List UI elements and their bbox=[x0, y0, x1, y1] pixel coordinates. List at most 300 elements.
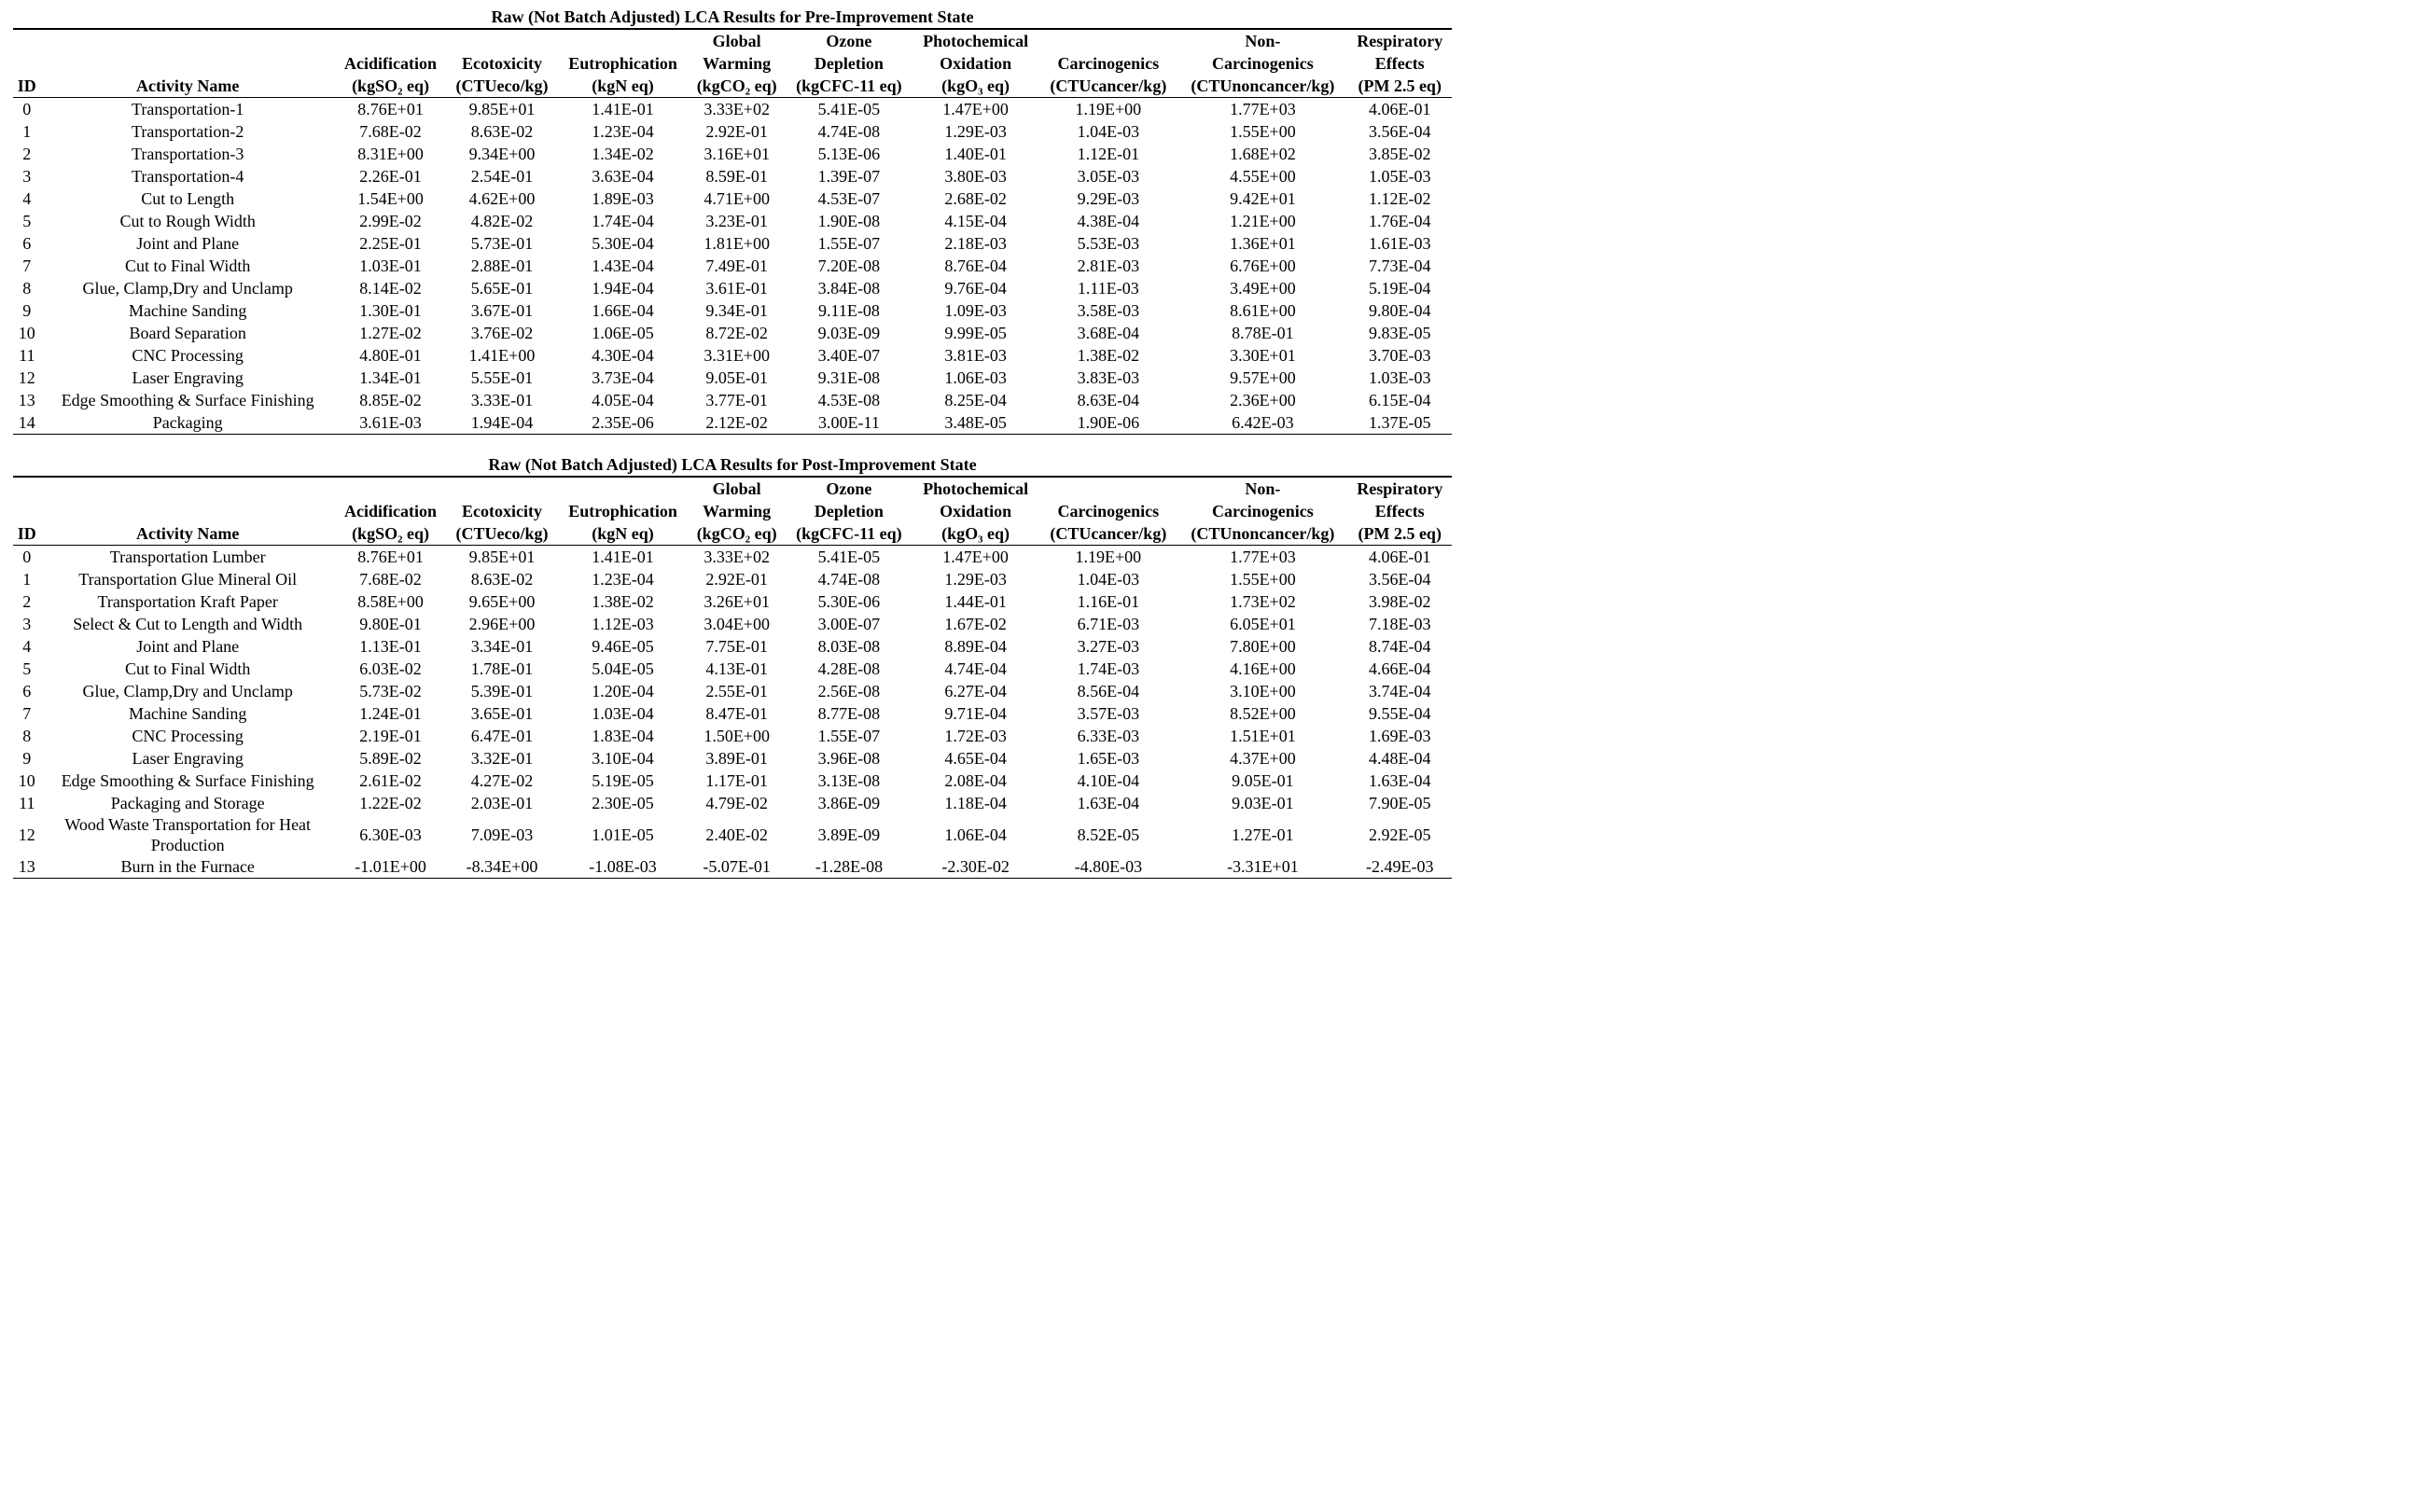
value-cell: 3.96E-08 bbox=[817, 749, 881, 768]
value-cell: 2.40E-02 bbox=[705, 825, 768, 844]
column-header-line: Depletion bbox=[814, 54, 884, 73]
value-cell: 4.79E-02 bbox=[705, 794, 768, 812]
value-cell: 1.55E+00 bbox=[1230, 122, 1296, 141]
activity-name-cell: CNC Processing bbox=[132, 727, 244, 745]
value-cell: 9.03E-09 bbox=[817, 324, 881, 342]
table-row bbox=[13, 725, 1452, 747]
value-cell: 9.34E+00 bbox=[468, 145, 536, 163]
column-header-line: Eutrophication bbox=[568, 502, 677, 520]
value-cell: 8.14E-02 bbox=[359, 279, 422, 298]
header-row bbox=[13, 477, 1452, 546]
id-cell: 9 bbox=[22, 301, 32, 320]
value-cell: 3.85E-02 bbox=[1368, 145, 1431, 163]
value-cell: 4.37E+00 bbox=[1230, 749, 1296, 768]
value-cell: 3.63E-04 bbox=[592, 167, 654, 186]
value-cell: 1.16E-01 bbox=[1077, 592, 1140, 611]
value-cell: 1.55E+00 bbox=[1230, 570, 1296, 589]
value-cell: 8.85E-02 bbox=[359, 391, 422, 409]
value-cell: 9.85E+01 bbox=[468, 548, 536, 566]
column-header-line: Global bbox=[712, 479, 761, 498]
value-cell: 4.55E+00 bbox=[1230, 167, 1296, 186]
column-header-line: Effects bbox=[1374, 502, 1425, 520]
table-row bbox=[13, 702, 1452, 725]
id-cell: 2 bbox=[22, 592, 32, 611]
value-cell: 3.73E-04 bbox=[592, 368, 654, 387]
value-cell: 9.05E-01 bbox=[705, 368, 768, 387]
activity-name-cell: Transportation Glue Mineral Oil bbox=[78, 570, 298, 589]
column-header-line: Non- bbox=[1245, 32, 1281, 50]
activity-name-cell: CNC Processing bbox=[132, 346, 244, 365]
value-cell: 8.56E-04 bbox=[1077, 682, 1140, 701]
id-cell: 4 bbox=[22, 189, 32, 208]
value-cell: 4.80E-01 bbox=[359, 346, 422, 365]
table-row bbox=[13, 411, 1452, 435]
value-cell: 3.00E-11 bbox=[818, 413, 880, 432]
value-cell: 3.40E-07 bbox=[817, 346, 881, 365]
value-cell: 3.10E+00 bbox=[1230, 682, 1296, 701]
value-cell: 2.92E-01 bbox=[705, 570, 768, 589]
header-row bbox=[13, 29, 1452, 98]
column-header-line: (CTUnoncancer/kg) bbox=[1191, 76, 1335, 95]
value-cell: 1.20E-04 bbox=[592, 682, 654, 701]
value-cell: 3.31E+00 bbox=[704, 346, 770, 365]
id-cell: 14 bbox=[18, 413, 35, 432]
value-cell: 4.71E+00 bbox=[704, 189, 770, 208]
value-cell: 2.03E-01 bbox=[470, 794, 534, 812]
value-cell: 1.81E+00 bbox=[704, 234, 770, 253]
value-cell: 4.27E-02 bbox=[470, 771, 534, 790]
value-cell: -4.80E-03 bbox=[1074, 857, 1143, 876]
value-cell: 1.77E+03 bbox=[1230, 548, 1296, 566]
value-cell: 7.20E-08 bbox=[817, 257, 881, 275]
value-cell: 9.65E+00 bbox=[468, 592, 536, 611]
value-cell: -1.01E+00 bbox=[355, 857, 426, 876]
value-cell: 4.62E+00 bbox=[468, 189, 536, 208]
column-header-line: (kgO₃ eq) bbox=[941, 76, 1010, 95]
column-header-line: (kgSO₂ eq) bbox=[352, 524, 429, 543]
value-cell: 5.39E-01 bbox=[470, 682, 534, 701]
value-cell: 3.48E-05 bbox=[944, 413, 1007, 432]
value-cell: 7.80E+00 bbox=[1230, 637, 1296, 656]
column-header-line: Warming bbox=[703, 502, 772, 520]
activity-name-cell: Joint and Plane bbox=[136, 234, 240, 253]
value-cell: 1.47E+00 bbox=[942, 100, 1009, 118]
value-cell: 4.38E-04 bbox=[1077, 212, 1140, 230]
table-row bbox=[13, 855, 1452, 879]
value-cell: 5.30E-06 bbox=[817, 592, 881, 611]
value-cell: 3.89E-01 bbox=[705, 749, 768, 768]
activity-name-cell: Edge Smoothing & Surface Finishing bbox=[61, 391, 314, 409]
column-header bbox=[41, 477, 335, 546]
value-cell: 1.50E+00 bbox=[704, 727, 770, 745]
value-cell: 4.30E-04 bbox=[592, 346, 654, 365]
value-cell: 9.55E-04 bbox=[1368, 704, 1431, 723]
column-header-line: (kgCO₂ eq) bbox=[696, 76, 777, 95]
value-cell: 8.25E-04 bbox=[944, 391, 1007, 409]
value-cell: 8.63E-02 bbox=[470, 122, 534, 141]
value-cell: 1.19E+00 bbox=[1075, 100, 1142, 118]
value-cell: 9.11E-08 bbox=[818, 301, 880, 320]
table-row bbox=[13, 658, 1452, 680]
value-cell: 5.65E-01 bbox=[470, 279, 534, 298]
value-cell: 3.81E-03 bbox=[944, 346, 1007, 365]
value-cell: 6.15E-04 bbox=[1368, 391, 1431, 409]
id-cell: 8 bbox=[22, 279, 32, 298]
value-cell: 5.41E-05 bbox=[817, 548, 881, 566]
value-cell: 1.94E-04 bbox=[470, 413, 534, 432]
activity-name-cell: Cut to Rough Width bbox=[119, 212, 256, 230]
value-cell: 1.51E+01 bbox=[1230, 727, 1296, 745]
table-row bbox=[13, 635, 1452, 658]
value-cell: 3.89E-09 bbox=[817, 825, 881, 844]
post-improvement-table bbox=[13, 476, 1452, 879]
column-header-line: (kgN eq) bbox=[592, 76, 654, 95]
value-cell: 1.23E-04 bbox=[592, 122, 654, 141]
table-row bbox=[13, 792, 1452, 814]
value-cell: 5.04E-05 bbox=[592, 659, 654, 678]
value-cell: 9.03E-01 bbox=[1232, 794, 1294, 812]
activity-name-cell: Select & Cut to Length and Width bbox=[73, 615, 303, 633]
value-cell: 8.63E-04 bbox=[1077, 391, 1140, 409]
activity-name-cell: Glue, Clamp,Dry and Unclamp bbox=[82, 682, 293, 701]
value-cell: 2.92E-05 bbox=[1368, 825, 1431, 844]
value-cell: 3.68E-04 bbox=[1077, 324, 1140, 342]
column-header-line: (CTUeco/kg) bbox=[455, 76, 549, 95]
value-cell: 3.34E-01 bbox=[470, 637, 534, 656]
value-cell: 1.73E+02 bbox=[1230, 592, 1296, 611]
id-cell: 3 bbox=[22, 167, 32, 186]
column-header-line: Warming bbox=[703, 54, 772, 73]
activity-name-cell: Glue, Clamp,Dry and Unclamp bbox=[82, 279, 293, 298]
column-header-line: Activity Name bbox=[135, 76, 240, 95]
pre-improvement-table bbox=[13, 28, 1452, 435]
id-cell: 11 bbox=[19, 794, 35, 812]
value-cell: 8.72E-02 bbox=[705, 324, 768, 342]
value-cell: -5.07E-01 bbox=[703, 857, 771, 876]
value-cell: 7.73E-04 bbox=[1368, 257, 1431, 275]
id-cell: 0 bbox=[22, 100, 32, 118]
column-header-line: (PM 2.5 eq) bbox=[1358, 76, 1442, 95]
value-cell: 4.65E-04 bbox=[944, 749, 1007, 768]
id-cell: 13 bbox=[18, 857, 35, 876]
column-header-line: Carcinogenics bbox=[1212, 54, 1314, 73]
value-cell: 2.19E-01 bbox=[359, 727, 422, 745]
value-cell: 1.78E-01 bbox=[470, 659, 534, 678]
table-row bbox=[13, 344, 1452, 367]
table-row bbox=[13, 367, 1452, 389]
column-header bbox=[1347, 477, 1452, 546]
value-cell: 2.88E-01 bbox=[470, 257, 534, 275]
value-cell: 1.22E-02 bbox=[359, 794, 422, 812]
id-cell: 6 bbox=[22, 234, 32, 253]
value-cell: 4.53E-07 bbox=[817, 189, 881, 208]
value-cell: 1.94E-04 bbox=[592, 279, 654, 298]
value-cell: 1.12E-01 bbox=[1077, 145, 1140, 163]
value-cell: 3.56E-04 bbox=[1368, 570, 1431, 589]
id-cell: 2 bbox=[22, 145, 32, 163]
activity-name-cell: Transportation Kraft Paper bbox=[97, 592, 278, 611]
id-cell: 12 bbox=[18, 368, 35, 387]
value-cell: 7.09E-03 bbox=[470, 825, 534, 844]
value-cell: 3.30E+01 bbox=[1230, 346, 1296, 365]
value-cell: 8.76E+01 bbox=[357, 548, 424, 566]
id-cell: 7 bbox=[22, 257, 32, 275]
value-cell: 7.68E-02 bbox=[359, 570, 422, 589]
value-cell: 1.39E-07 bbox=[817, 167, 881, 186]
value-cell: 1.27E-02 bbox=[359, 324, 422, 342]
id-cell: 3 bbox=[22, 615, 32, 633]
value-cell: 4.16E+00 bbox=[1230, 659, 1296, 678]
value-cell: 9.85E+01 bbox=[468, 100, 536, 118]
value-cell: 3.33E+02 bbox=[704, 100, 770, 118]
value-cell: 1.06E-05 bbox=[592, 324, 654, 342]
value-cell: 1.77E+03 bbox=[1230, 100, 1296, 118]
activity-name-cell: Machine Sanding bbox=[128, 301, 247, 320]
column-header-line: Global bbox=[712, 32, 761, 50]
value-cell: 8.58E+00 bbox=[357, 592, 424, 611]
value-cell: 1.04E-03 bbox=[1077, 570, 1140, 589]
value-cell: 1.41E-01 bbox=[592, 548, 654, 566]
value-cell: 3.61E-01 bbox=[705, 279, 768, 298]
value-cell: 8.63E-02 bbox=[470, 570, 534, 589]
value-cell: 2.08E-04 bbox=[944, 771, 1007, 790]
column-header-line: ID bbox=[17, 524, 36, 543]
table-body bbox=[13, 546, 1452, 879]
value-cell: 9.34E-01 bbox=[705, 301, 768, 320]
table-header bbox=[13, 477, 1452, 546]
value-cell: 6.03E-02 bbox=[359, 659, 422, 678]
value-cell: 8.76E+01 bbox=[357, 100, 424, 118]
value-cell: 3.83E-03 bbox=[1077, 368, 1140, 387]
value-cell: 2.30E-05 bbox=[592, 794, 654, 812]
value-cell: 3.61E-03 bbox=[359, 413, 422, 432]
column-header-line: Acidification bbox=[344, 54, 438, 73]
value-cell: 1.05E-03 bbox=[1368, 167, 1431, 186]
value-cell: 1.19E+00 bbox=[1075, 548, 1142, 566]
value-cell: 3.23E-01 bbox=[705, 212, 768, 230]
activity-name-cell: Edge Smoothing & Surface Finishing bbox=[61, 771, 314, 790]
value-cell: 2.68E-02 bbox=[944, 189, 1007, 208]
value-cell: 9.57E+00 bbox=[1230, 368, 1296, 387]
value-cell: 3.77E-01 bbox=[705, 391, 768, 409]
id-cell: 1 bbox=[22, 570, 32, 589]
value-cell: -2.49E-03 bbox=[1365, 857, 1434, 876]
table-row bbox=[13, 165, 1452, 187]
value-cell: 6.30E-03 bbox=[359, 825, 422, 844]
value-cell: 1.13E-01 bbox=[359, 637, 422, 656]
table-row bbox=[13, 98, 1452, 121]
column-header-line: Acidification bbox=[344, 502, 438, 520]
column-header bbox=[786, 477, 912, 546]
value-cell: 1.18E-04 bbox=[944, 794, 1007, 812]
value-cell: 3.57E-03 bbox=[1077, 704, 1140, 723]
activity-name-cell: Wood Waste Transportation for Heat Production bbox=[64, 815, 312, 854]
column-header-line: (kgCFC-11 eq) bbox=[796, 524, 902, 543]
column-header-line: Depletion bbox=[814, 502, 884, 520]
activity-name-cell: Cut to Length bbox=[141, 189, 235, 208]
value-cell: -1.28E-08 bbox=[815, 857, 884, 876]
table-row bbox=[13, 747, 1452, 770]
value-cell: 1.61E-03 bbox=[1368, 234, 1431, 253]
table-body bbox=[13, 98, 1452, 435]
value-cell: 7.49E-01 bbox=[705, 257, 768, 275]
id-cell: 13 bbox=[18, 391, 35, 409]
table-row bbox=[13, 120, 1452, 143]
value-cell: 4.28E-08 bbox=[817, 659, 881, 678]
value-cell: 1.90E-08 bbox=[817, 212, 881, 230]
value-cell: 1.27E-01 bbox=[1232, 825, 1294, 844]
value-cell: 3.80E-03 bbox=[944, 167, 1007, 186]
table-row bbox=[13, 187, 1452, 210]
value-cell: 7.68E-02 bbox=[359, 122, 422, 141]
value-cell: 2.18E-03 bbox=[944, 234, 1007, 253]
pre-improvement-table-block bbox=[13, 6, 1452, 435]
value-cell: 8.52E-05 bbox=[1077, 825, 1140, 844]
activity-name-cell: Transportation-3 bbox=[132, 145, 244, 163]
column-header-line: Non- bbox=[1245, 479, 1281, 498]
column-header bbox=[688, 477, 786, 546]
value-cell: 3.04E+00 bbox=[704, 615, 770, 633]
value-cell: 3.05E-03 bbox=[1077, 167, 1140, 186]
value-cell: 2.92E-01 bbox=[705, 122, 768, 141]
column-header bbox=[558, 477, 689, 546]
activity-name-cell: Machine Sanding bbox=[128, 704, 247, 723]
value-cell: 4.15E-04 bbox=[944, 212, 1007, 230]
id-cell: 6 bbox=[22, 682, 32, 701]
value-cell: 1.29E-03 bbox=[944, 570, 1007, 589]
value-cell: 3.33E+02 bbox=[704, 548, 770, 566]
value-cell: 1.41E-01 bbox=[592, 100, 654, 118]
value-cell: 4.74E-04 bbox=[944, 659, 1007, 678]
column-header-line: Eutrophication bbox=[568, 54, 677, 73]
value-cell: 9.80E-01 bbox=[359, 615, 422, 633]
id-cell: 1 bbox=[22, 122, 32, 141]
value-cell: 6.33E-03 bbox=[1077, 727, 1140, 745]
column-header bbox=[912, 477, 1038, 546]
column-header bbox=[446, 477, 557, 546]
value-cell: 1.41E+00 bbox=[468, 346, 536, 365]
value-cell: 1.17E-01 bbox=[705, 771, 768, 790]
column-header-line: (kgCFC-11 eq) bbox=[796, 76, 902, 95]
table-row bbox=[13, 814, 1452, 855]
value-cell: 7.75E-01 bbox=[705, 637, 768, 656]
activity-name-cell: Transportation-4 bbox=[132, 167, 244, 186]
column-header-line: Respiratory bbox=[1357, 32, 1443, 50]
value-cell: 9.31E-08 bbox=[817, 368, 881, 387]
value-cell: 1.23E-04 bbox=[592, 570, 654, 589]
value-cell: 4.53E-08 bbox=[817, 391, 881, 409]
table-row bbox=[13, 389, 1452, 411]
table-row bbox=[13, 299, 1452, 322]
activity-name-cell: Transportation-1 bbox=[132, 100, 244, 118]
value-cell: 8.78E-01 bbox=[1232, 324, 1294, 342]
table-row bbox=[13, 546, 1452, 569]
column-header-line: Respiratory bbox=[1357, 479, 1443, 498]
activity-name-cell: Laser Engraving bbox=[132, 368, 244, 387]
value-cell: 1.76E-04 bbox=[1368, 212, 1431, 230]
table-row bbox=[13, 232, 1452, 255]
value-cell: 3.86E-09 bbox=[817, 794, 881, 812]
value-cell: 6.42E-03 bbox=[1232, 413, 1294, 432]
value-cell: 5.89E-02 bbox=[359, 749, 422, 768]
value-cell: 2.55E-01 bbox=[705, 682, 768, 701]
column-header bbox=[446, 29, 557, 98]
activity-name-cell: Cut to Final Width bbox=[124, 257, 251, 275]
activity-name-cell: Laser Engraving bbox=[132, 749, 244, 768]
value-cell: 1.65E-03 bbox=[1077, 749, 1140, 768]
id-cell: 12 bbox=[18, 825, 35, 844]
column-header bbox=[13, 29, 41, 98]
value-cell: 3.74E-04 bbox=[1368, 682, 1431, 701]
value-cell: 1.03E-04 bbox=[592, 704, 654, 723]
value-cell: 2.26E-01 bbox=[359, 167, 422, 186]
id-cell: 11 bbox=[19, 346, 35, 365]
value-cell: -3.31E+01 bbox=[1227, 857, 1299, 876]
value-cell: 8.31E+00 bbox=[357, 145, 424, 163]
value-cell: 1.90E-06 bbox=[1077, 413, 1140, 432]
column-header-line: Photochemical bbox=[923, 32, 1029, 50]
value-cell: 2.35E-06 bbox=[592, 413, 654, 432]
column-header-line: Activity Name bbox=[135, 524, 240, 543]
value-cell: 1.63E-04 bbox=[1368, 771, 1431, 790]
value-cell: 4.06E-01 bbox=[1368, 100, 1431, 118]
column-header-line: (CTUnoncancer/kg) bbox=[1191, 524, 1335, 543]
value-cell: 7.18E-03 bbox=[1368, 615, 1431, 633]
value-cell: 1.38E-02 bbox=[1077, 346, 1140, 365]
column-header-line: ID bbox=[17, 76, 36, 95]
value-cell: 8.03E-08 bbox=[817, 637, 881, 656]
value-cell: 9.42E+01 bbox=[1230, 189, 1296, 208]
value-cell: 5.13E-06 bbox=[817, 145, 881, 163]
value-cell: 5.73E-02 bbox=[359, 682, 422, 701]
value-cell: 3.70E-03 bbox=[1368, 346, 1431, 365]
activity-name-cell: Transportation Lumber bbox=[109, 548, 266, 566]
pre-improvement-caption: Raw (Not Batch Adjusted) LCA Results for Pre-Improvement State bbox=[491, 7, 974, 26]
activity-name-cell: Packaging and Storage bbox=[110, 794, 265, 812]
value-cell: 4.06E-01 bbox=[1368, 548, 1431, 566]
value-cell: 3.26E+01 bbox=[704, 592, 770, 611]
column-header bbox=[335, 29, 446, 98]
value-cell: 4.05E-04 bbox=[592, 391, 654, 409]
value-cell: 1.38E-02 bbox=[592, 592, 654, 611]
column-header bbox=[1038, 477, 1177, 546]
table-row bbox=[13, 613, 1452, 635]
value-cell: 5.19E-04 bbox=[1368, 279, 1431, 298]
value-cell: 1.34E-01 bbox=[359, 368, 422, 387]
value-cell: 1.44E-01 bbox=[944, 592, 1007, 611]
value-cell: 1.66E-04 bbox=[592, 301, 654, 320]
value-cell: -2.30E-02 bbox=[941, 857, 1010, 876]
value-cell: 3.32E-01 bbox=[470, 749, 534, 768]
value-cell: 2.99E-02 bbox=[359, 212, 422, 230]
column-header-line: Ecotoxicity bbox=[462, 502, 542, 520]
column-header-line: Oxidation bbox=[940, 54, 1012, 73]
value-cell: 3.98E-02 bbox=[1368, 592, 1431, 611]
value-cell: 1.30E-01 bbox=[359, 301, 422, 320]
value-cell: 1.89E-03 bbox=[592, 189, 654, 208]
value-cell: 1.12E-02 bbox=[1368, 189, 1431, 208]
value-cell: 1.09E-03 bbox=[944, 301, 1007, 320]
value-cell: 1.54E+00 bbox=[357, 189, 424, 208]
value-cell: 1.43E-04 bbox=[592, 257, 654, 275]
id-cell: 10 bbox=[18, 771, 35, 790]
value-cell: 3.49E+00 bbox=[1230, 279, 1296, 298]
value-cell: 4.10E-04 bbox=[1077, 771, 1140, 790]
value-cell: 8.76E-04 bbox=[944, 257, 1007, 275]
value-cell: 9.29E-03 bbox=[1077, 189, 1140, 208]
table-row bbox=[13, 590, 1452, 613]
value-cell: 1.55E-07 bbox=[817, 234, 881, 253]
